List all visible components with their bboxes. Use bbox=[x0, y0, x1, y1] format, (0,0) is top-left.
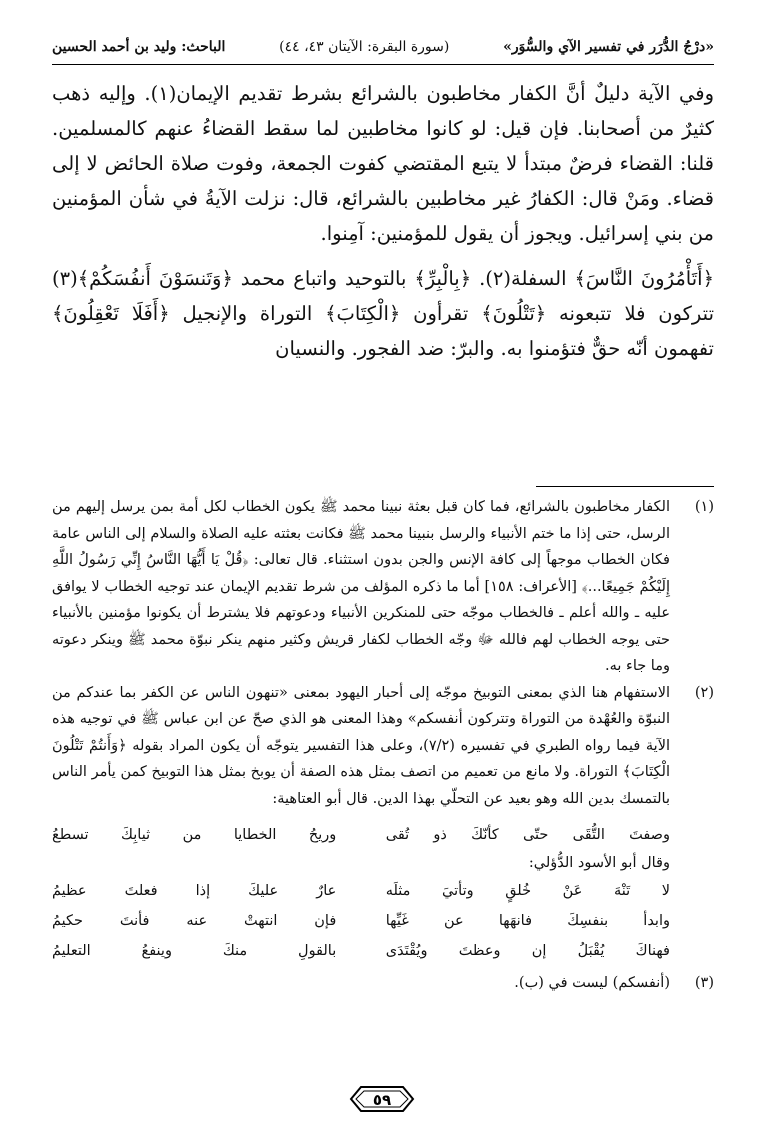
book-title: «درْجُ الدُّرَر في تفسير الآي والسُّوَر» bbox=[503, 39, 714, 55]
poem-verse bbox=[52, 906, 670, 936]
main-text bbox=[52, 76, 714, 366]
running-header bbox=[52, 30, 714, 65]
footnote-number: (٣) bbox=[694, 975, 714, 991]
page-number: ٥٩ bbox=[372, 1091, 391, 1109]
verse-hemistich: وابدأ بنفسِكَ فانهَها عن غَيِّها bbox=[385, 913, 670, 929]
verse-hemistich: بالقولِ منكَ وينفعُ التعليمُ bbox=[52, 943, 337, 959]
verse-hemistich: عارٌ عليكَ إذا فعلتَ عظيمُ bbox=[52, 883, 337, 899]
poem-verse bbox=[52, 820, 670, 850]
researcher-name: الباحث: وليد بن أحمد الحسين bbox=[52, 39, 226, 55]
footnote-3 bbox=[52, 970, 714, 997]
page-number-ornament bbox=[345, 1081, 419, 1117]
footnote-number: (١) bbox=[694, 499, 714, 515]
footnotes bbox=[52, 494, 714, 997]
footnote-text: (أنفسكم) ليست في (ب). bbox=[514, 975, 670, 991]
surah-reference: (سورة البقرة: الآيتان ٤٣، ٤٤) bbox=[279, 39, 450, 55]
verse-hemistich: وصفتَ التُّقَى حتّى كأنّكَ ذو تُقى bbox=[385, 827, 670, 843]
poem-verse bbox=[52, 876, 670, 906]
main-paragraph-1: وفي الآية دليلٌ أنَّ الكفار مخاطبون بالشرائع بشرط تقديم الإيمان(١). وإليه ذهب كثيرٌ من أصحابنا. فإن قيل: لو كانوا مخاطبين لما سقط القضاءُ عنهم كالمسلمين. قلنا: القضاء فرضٌ مبتدأ لا يتبع المقتضي كفوت الجمعة، وفوت صلاة الحائض لا إلى قضاء. ومَنْ قال: الكفارُ غير مخاطبين بالشرائع، قال: نزلت الآيةُ في شأن المؤمنين من بني إسرائيل. ويجوز أن يقول للمؤمنين: آمِنوا. bbox=[52, 82, 714, 245]
footnote-number: (٢) bbox=[694, 684, 714, 701]
verse-hemistich: لا تَنْهَ عَنْ خُلقٍ وتأتيَ مثلَه bbox=[385, 883, 670, 899]
poem bbox=[52, 820, 670, 966]
footnote-text: الاستفهام هنا الذي بمعنى التوبيخ موجّه إلى أحبار اليهود بمعنى «تنهون الناس عن الكفر بما عندكم من النبوّة والعُهْدة من التوراة وتتركون أنفسكم» وهذا المعنى هو الذي صحّ عن ابن عباس ﷺ في توجيه هذه الآية فيما رواه الطبري في تفسيره (٧/٢)، وعلى هذا التفسير يتوجّه أن يكون المراد بقوله ﴿وَأَنتُمْ تَتْلُونَ الْكِتَابَ﴾ التوراة. ولا مانع من تعميم من اتصف بمثل هذه الصفة أن يوبخ بمثل هذا التوبيخ كمن يأمر الناس بالتمسك بدين الله وهو بعيد عن التحلّي بهذا الدين. قال أبو العتاهية: bbox=[52, 684, 670, 807]
page bbox=[52, 30, 714, 1100]
poem-verse bbox=[52, 936, 670, 966]
footnote-2 bbox=[52, 680, 714, 971]
footnote-text: الكفار مخاطبون بالشرائع، فما كان قبل بعثة نبينا محمد ﷺ يكون الخطاب لكل أمة بمن يرسل إليهم من الرسل، حتى إذا ما ختم الأنبياء والرسل بنبينا محمد ﷺ فكانت بعثته عليه الصلاة والسلام إلى الناس عامة فكان الخطاب موجهاً إلى كافة الإنس والجن بدون استثناء. قال تعالى: ﴿قُلْ يَا أَيُّهَا النَّاسُ إِنِّي رَسُولُ اللَّهِ إِلَيْكُمْ جَمِيعًا...﴾ [الأعراف: ١٥٨] أما ما ذكره المؤلف من شرط تقديم الإيمان عند توجيه الخطاب لا يوافق عليه ـ والله أعلم ـ فالخطاب موجّه حتى للمنكرين الأنبياء ودعوتهم فلا يشترط أن يكونوا مؤمنين بالأنبياء حتى يوجه الخطاب لهم فالله ﷻ وجّه الخطاب لكفار قريش وكثير منهم ينكر نبوّة محمد ﷺ وينكر دعوته وما جاء به. bbox=[52, 499, 670, 674]
poem-intro: وقال أبو الأسود الدُّؤلي: bbox=[528, 855, 670, 871]
verse-hemistich: وريحُ الخطايا من ثيابِكَ تسطعُ bbox=[52, 827, 337, 843]
footnote-separator bbox=[536, 486, 714, 487]
footnote-1 bbox=[52, 494, 714, 680]
verse-hemistich: فهناكَ يُقْبَلُ إن وعظتَ ويُقْتَدَى bbox=[385, 943, 670, 959]
verse-hemistich: فإن انتهتْ عنه فأنتَ حكيمُ bbox=[52, 913, 337, 929]
main-paragraph-2: ﴿أَتَأْمُرُونَ النَّاسَ﴾ السفلة(٢). ﴿بِالْبِرِّ﴾ بالتوحيد واتباع محمد ﴿وَتَنسَوْنَ أَنفُسَكُمْ﴾(٣) تتركون فلا تتبعونه ﴿تَتْلُونَ﴾ تقرأون ﴿الْكِتَابَ﴾ التوراة والإنجيل ﴿أَفَلَا تَعْقِلُونَ﴾ تفهمون أنّه حقٌّ فتؤمنوا به. والبرّ: ضد الفجور. والنسيان bbox=[52, 267, 715, 360]
